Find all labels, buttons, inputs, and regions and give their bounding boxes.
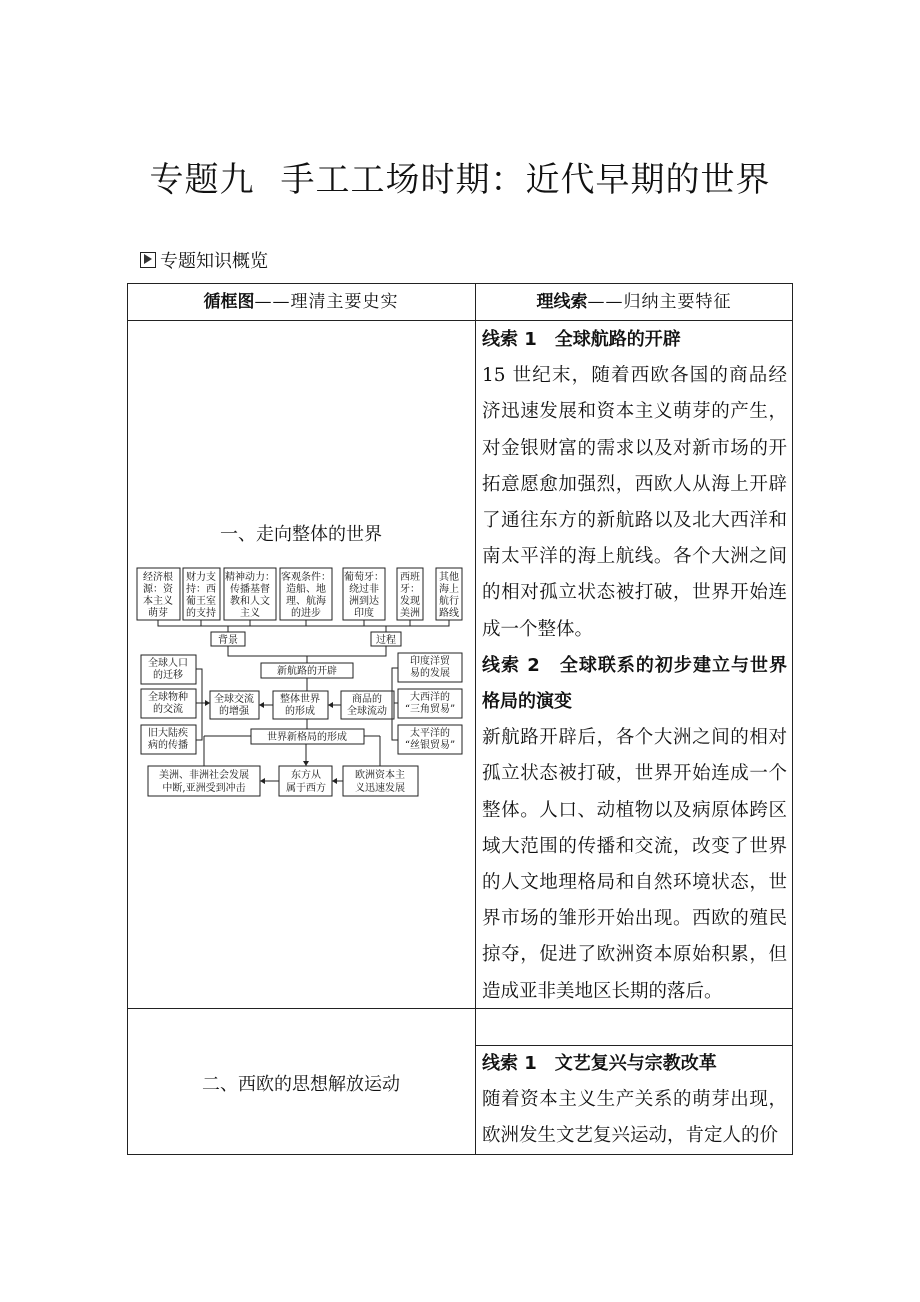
right3-line1: 太平洋的 [410, 728, 450, 739]
bottom-mid-line1: 东方从 [291, 770, 321, 781]
title-part2: 手工工场时期：近代早期的世界 [280, 160, 771, 200]
pr1-line1: 葡萄牙： [344, 572, 384, 583]
svg-text:美洲、非洲社会发展中断,亚洲受到冲击 [159, 768, 249, 794]
svg-text:经济根源：资本主义萌芽 [143, 570, 174, 619]
bg2-line2: 持：西 [186, 584, 216, 595]
right1-line2: 易的发展 [410, 668, 450, 679]
page-title [0, 152, 920, 201]
pr3-line1: 其他 [439, 572, 459, 583]
bg1-line2: 源：资 [143, 584, 173, 595]
pr2-line1: 西班 [400, 572, 420, 583]
bottom-left-line2: 中断,亚洲受到冲击 [162, 783, 246, 794]
right2-line1: 大西洋的 [410, 692, 450, 703]
bg4-line2: 造船、地 [286, 584, 326, 595]
section-label [140, 247, 268, 273]
svg-text:东方从属于西方 [286, 768, 326, 794]
bg2-line4: 的支持 [186, 608, 216, 619]
svg-text:其他海上航行路线 [439, 570, 459, 619]
pr3-line2: 海上 [439, 584, 459, 595]
svg-text:商品的全球流动 [347, 692, 387, 717]
pr2-line2: 牙： [400, 584, 420, 595]
left3-line1: 旧大陆疾 [148, 728, 188, 739]
bg3-line3: 教和人文 [230, 596, 270, 607]
svg-text:印度洋贸易的发展 [410, 654, 451, 679]
bg3-line4: 主义 [240, 608, 260, 619]
bottom-mid-line2: 属于西方 [286, 783, 326, 794]
whole-line2: 的形成 [285, 706, 315, 717]
right1-line1: 印度洋贸 [410, 656, 450, 667]
play-box-icon [140, 252, 156, 268]
svg-text:西班牙：发现美洲 [400, 570, 420, 619]
bg4-line1: 客观条件： [281, 572, 331, 583]
unit2-clue1-body: 随着资本主义生产关系的萌芽出现，欧洲发生文艺复兴运动，肯定人的价 [482, 1089, 787, 1147]
svg-text:全球人口的迁移 [148, 656, 188, 681]
header-left-bold: 循框图 [203, 292, 255, 312]
svg-text:全球交流的增强 [214, 692, 254, 717]
right2-line2: “三角贸易” [404, 704, 456, 715]
exchange-line1: 全球交流 [214, 694, 254, 705]
unit2-title: 二、西欧的思想解放运动 [202, 1074, 400, 1095]
svg-text:精神动力：传播基督教和人文主义 [225, 570, 275, 619]
title-part1: 专题九 [149, 160, 255, 200]
pr2-line4: 美洲 [400, 608, 420, 619]
background-label: 背景 [218, 635, 238, 646]
bg1-line3: 本主义 [143, 596, 173, 607]
bottom-right-line2: 义迅速发展 [355, 783, 405, 794]
svg-text:旧大陆疾病的传播 [148, 726, 188, 751]
section-label-text: 专题知识概览 [160, 251, 268, 272]
pr3-line4: 路线 [439, 608, 459, 619]
left3-line2: 病的传播 [148, 740, 188, 751]
left2-line2: 的交流 [153, 704, 183, 715]
pr1-line4: 印度 [354, 608, 374, 619]
unit1-clue1-title: 线索 1 全球航路的开辟 [482, 329, 681, 350]
pr2-line3: 发现 [400, 596, 420, 607]
bg4-line4: 的进步 [291, 608, 321, 619]
svg-text:全球物种的交流 [148, 690, 188, 715]
svg-text:大西洋的“三角贸易” [405, 690, 455, 715]
bottom-right-line1: 欧洲资本主 [355, 770, 405, 781]
unit1-clue2-body: 新航路开辟后，各个大洲之间的相对孤立状态被打破，世界开始连成一个整体。人口、动植物以及病原体跨区域大范围的传播和交流，改变了世界的人文地理格局和自然环境状态，世界市场的雏形开始出现。西欧的殖民掠夺，促进了欧洲资本原始积累，但造成亚非美地区长期的落后。 [482, 727, 787, 1002]
svg-text:欧洲资本主义迅速发展 [355, 768, 405, 794]
svg-text:整体世界的形成 [280, 692, 320, 717]
exchange-line2: 的增强 [219, 706, 249, 717]
process-label: 过程 [376, 635, 396, 646]
right3-line2: “丝银贸易” [404, 740, 456, 751]
bg2-line3: 葡王室 [186, 596, 216, 607]
bg1-line4: 萌芽 [148, 608, 168, 619]
header-left-rest: ——理清主要史实 [254, 292, 399, 312]
goods-line2: 全球流动 [347, 706, 387, 717]
route-node: 新航路的开辟 [277, 666, 337, 677]
svg-text:客观条件：造船、地理、航海的进步 [281, 570, 331, 619]
bg4-line3: 理、航海 [286, 596, 326, 607]
left2-line1: 全球物种 [148, 692, 188, 703]
table-column-divider [475, 283, 476, 1155]
bg3-line1: 精神动力： [225, 572, 275, 583]
bottom-left-line1: 美洲、非洲社会发展 [159, 770, 249, 781]
whole-line1: 整体世界 [280, 694, 320, 705]
unit2-clues [482, 1046, 787, 1155]
unit2-clue1-title: 线索 1 文艺复兴与宗教改革 [482, 1053, 717, 1074]
left1-line2: 的迁移 [153, 670, 183, 681]
header-right-bold: 理线索 [536, 292, 588, 312]
goods-line1: 商品的 [352, 694, 382, 705]
left1-line1: 全球人口 [148, 658, 188, 669]
pr1-line3: 洲到达 [349, 596, 379, 607]
svg-text:财力支持：西葡王室的支持 [186, 570, 216, 619]
header-right [475, 283, 793, 321]
knowledge-diagram [130, 560, 472, 802]
bg2-line1: 财力支 [186, 572, 216, 583]
header-right-rest: ——归纳主要特征 [587, 292, 732, 312]
pr3-line3: 航行 [439, 596, 459, 607]
unit1-title: 一、走向整体的世界 [220, 524, 382, 545]
header-left [127, 283, 475, 321]
bg3-line2: 传播基督 [230, 584, 270, 595]
pattern-node: 世界新格局的形成 [267, 732, 347, 743]
unit1-clue2-title: 线索 2 全球联系的初步建立与世界格局的演变 [482, 654, 787, 713]
unit1-clue1-body: 15 世纪末，随着西欧各国的商品经济迅速发展和资本主义萌芽的产生，对金银财富的需求以及对新市场的开拓意愿愈加强烈，西欧人从海上开辟了通往东方的新航路以及北大西洋和南太平洋的海上航线。各个大洲之间的相对孤立状态被打破，世界开始连成一个整体。 [482, 365, 787, 640]
svg-text:葡萄牙：绕过非洲到达印度 [344, 570, 384, 619]
bg1-line1: 经济根 [143, 572, 173, 583]
svg-text:太平洋的“丝银贸易” [405, 726, 455, 751]
pr1-line2: 绕过非 [349, 584, 379, 595]
unit1-clues [482, 322, 787, 1010]
